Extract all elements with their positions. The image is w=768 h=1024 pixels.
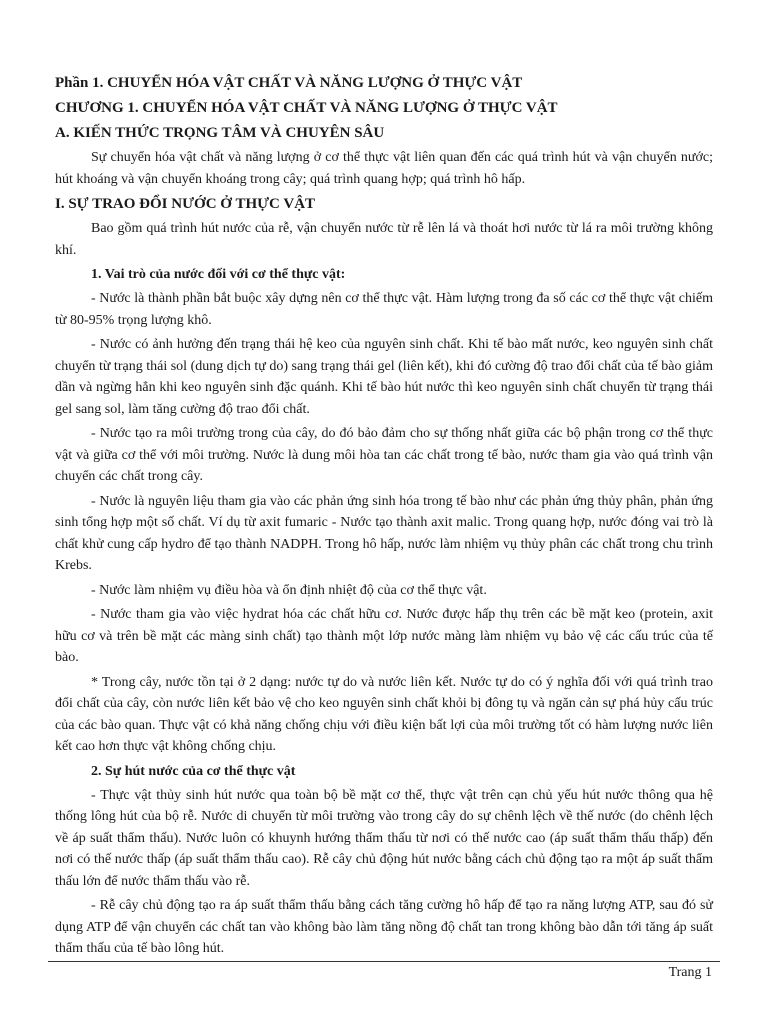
chapter-title: CHƯƠNG 1. CHUYỂN HÓA VẬT CHẤT VÀ NĂNG LƯỢNG Ở THỰC VẬT <box>55 100 558 116</box>
page-number: Trang 1 <box>668 965 712 980</box>
subsection-1-title: 1. Vai trò của nước đối với cơ thể thực vật: <box>91 267 346 282</box>
section-1-intro: Bao gồm quá trình hút nước của rễ, vận chuyển nước từ rễ lên lá và thoát hơi nước từ lá ra môi trường không khí. <box>55 221 713 258</box>
paragraph: - Rễ cây chủ động tạo ra áp suất thẩm thấu bằng cách tăng cường hô hấp để tạo ra năng lượng ATP, sau đó sử dụng ATP để vận chuyển các chất tan vào không bào làm tăng nồng độ chất tan trong không bào dẫn tới tăng áp suất thẩm thấu của tế bào lông hút. <box>55 898 713 956</box>
paragraph: - Nước là thành phần bắt buộc xây dựng nên cơ thể thực vật. Hàm lượng trong đa số các cơ thể thực vật chiếm từ 80-95% trọng lượng khô. <box>55 291 713 328</box>
part-title: Phần 1. CHUYỂN HÓA VẬT CHẤT VÀ NĂNG LƯỢNG Ở THỰC VẬT <box>55 75 523 91</box>
subsection-2-title: 2. Sự hút nước của cơ thể thực vật <box>91 763 296 779</box>
paragraph: - Nước là nguyên liệu tham gia vào các phản ứng sinh hóa trong tế bào như các phản ứng thủy phân, phản ứng sinh tổng hợp một số chất. Ví dụ từ axit fumaric - Nước tạo thành axit malic. Trong quang hợp, nước đóng vai trò là chất khử cung cấp hydro để tạo thành NADPH. Trong hô hấp, nước làm nhiệm vụ thủy phân các chất trong chu trình Krebs. <box>55 493 713 573</box>
document-page <box>55 72 713 963</box>
paragraph: * Trong cây, nước tồn tại ở 2 dạng: nước tự do và nước liên kết. Nước tự do có ý nghĩa đối với quá trình trao đổi chất của cây, còn nước liên kết bảo vệ cho keo nguyên sinh chất khỏi bị đông tụ và ngăn cản sự phá hủy cấu trúc của các bào quan. Thực vật có khả năng chống chịu với điều kiện bất lợi của môi trường tốt có hàm lượng nước liên kết cao hơn thực vật không chống chịu. <box>55 674 713 754</box>
section-a-intro: Sự chuyển hóa vật chất và năng lượng ở cơ thể thực vật liên quan đến các quá trình hút và vận chuyển nước; hút khoáng và vận chuyển khoáng trong cây; quá trình quang hợp; quá trình hô hấp. <box>55 150 713 187</box>
section-1-title: I. SỰ TRAO ĐỔI NƯỚC Ở THỰC VẬT <box>55 196 316 212</box>
footer-divider <box>48 961 720 962</box>
paragraph: - Nước làm nhiệm vụ điều hòa và ổn định nhiệt độ của cơ thể thực vật. <box>91 582 487 598</box>
paragraph: - Nước tạo ra môi trường trong của cây, do đó bảo đảm cho sự thống nhất giữa các bộ phận trong cơ thể thực vật và giữa cơ thể với môi trường. Nước là dung môi hòa tan các chất trong tế bào, nước tham gia vào quá trình vận chuyển các chất trong cây. <box>55 426 713 484</box>
paragraph: - Thực vật thủy sinh hút nước qua toàn bộ bề mặt cơ thể, thực vật trên cạn chủ yếu hút nước thông qua hệ thống lông hút của bộ rễ. Nước di chuyển từ môi trường vào trong cây do sự chênh lệch về thế nước (do chênh lệch về áp suất thẩm thấu). Nước luôn có khuynh hướng thẩm thấu từ nơi có thế nước cao (áp suất thẩm thấu thấp) đến nơi có thế nước thấp (áp suất thẩm thấu cao). Rễ cây chủ động hút nước bằng cách chủ động tạo ra một áp suất thẩm thấu lớn để nước thẩm thấu vào rễ. <box>55 787 713 889</box>
section-a-title: A. KIẾN THỨC TRỌNG TÂM VÀ CHUYÊN SÂU <box>55 125 385 141</box>
paragraph: - Nước tham gia vào việc hydrat hóa các chất hữu cơ. Nước được hấp thụ trên các bề mặt keo (protein, axit hữu cơ và trên bề mặt các màng sinh chất) tạo thành một lớp nước màng làm nhiệm vụ bảo vệ các cấu trúc của tế bào. <box>55 607 713 665</box>
paragraph: - Nước có ảnh hưởng đến trạng thái hệ keo của nguyên sinh chất. Khi tế bào mất nước, keo nguyên sinh chất chuyển từ trạng thái sol (dung dịch tự do) sang trạng thái gel (liên kết), khi đó cường độ trao đổi chất của tế bào giảm dần và ngừng hẳn khi keo nguyên sinh đặc quánh. Khi tế bào hút nước thì keo nguyên sinh chất chuyển từ trạng thái gel sang sol, làm tăng cường độ trao đổi chất. <box>55 337 713 417</box>
